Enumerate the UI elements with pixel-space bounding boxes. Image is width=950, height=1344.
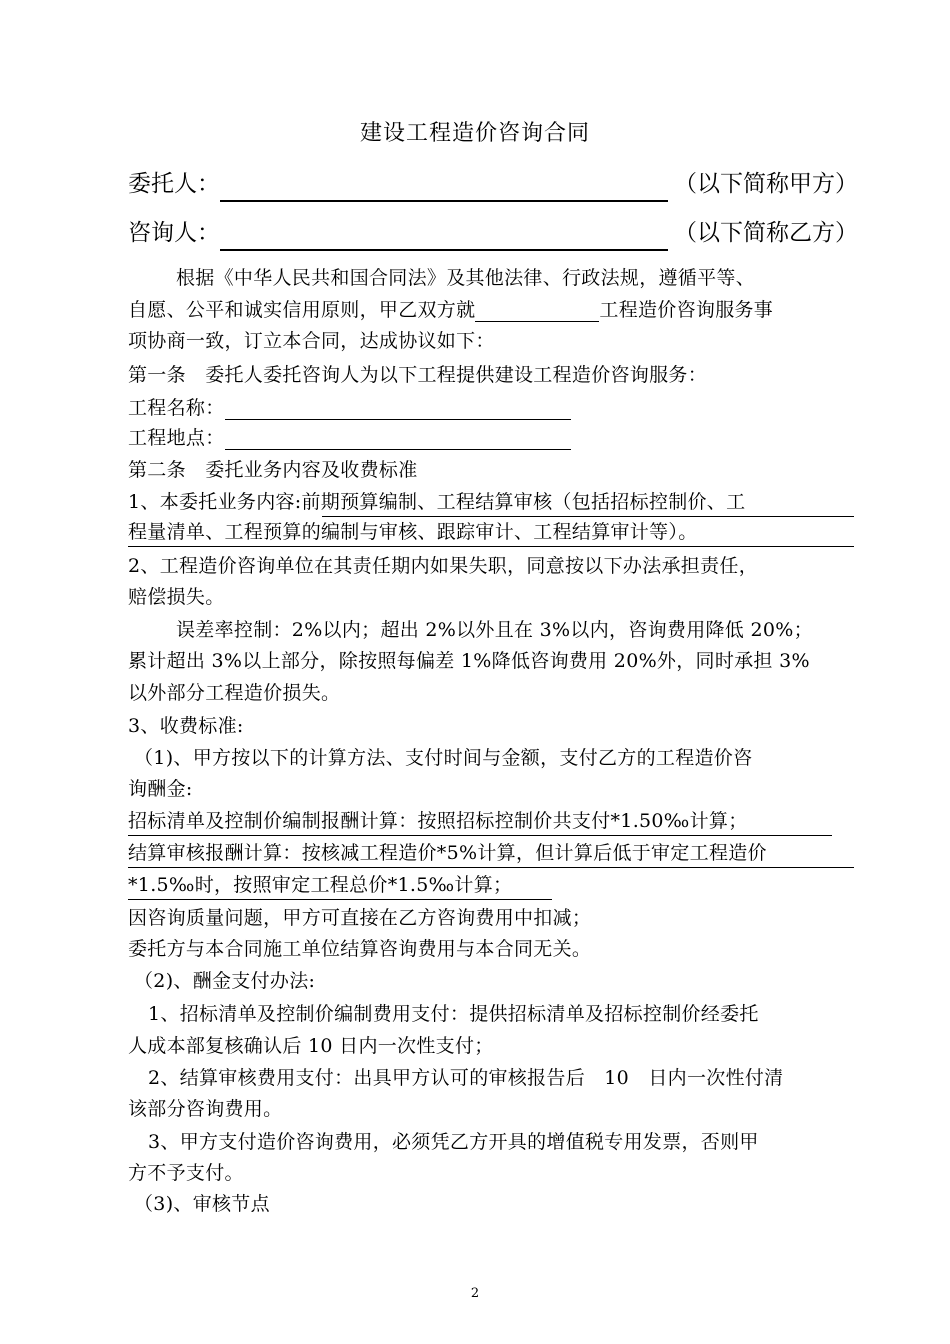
client-suffix: （以下简称甲方） (674, 171, 858, 197)
payment-3-line-2: 方不予支付。 (128, 1162, 244, 1184)
item-2-line-2: 赔偿损失。 (128, 586, 225, 608)
fee-tender-underline (128, 835, 832, 836)
project-location-label: 工程地点： (128, 427, 225, 449)
fee-settle-line-2: *1.5‰时，按照审定工程总价*1.5‰计算； (128, 874, 513, 896)
fee-1-line-2: 询酬金: (128, 778, 193, 800)
client-blank[interactable] (220, 200, 668, 202)
consultant-suffix: （以下简称乙方） (674, 220, 858, 246)
preamble-line-1: 根据《中华人民共和国合同法》及其他法律、行政法规，遵循平等、 (176, 267, 756, 289)
preamble-text-a: 自愿、公平和诚实信用原则，甲乙双方就 (128, 299, 476, 321)
item-2-line-1: 2、工程造价咨询单位在其责任期内如果失职，同意按以下办法承担责任， (128, 555, 758, 577)
project-blank[interactable] (475, 301, 599, 322)
unrelated-line: 委托方与本合同施工单位结算咨询费用与本合同无关。 (128, 938, 592, 960)
fee-settle-underline-2 (128, 899, 552, 900)
project-location-line (128, 423, 571, 453)
audit-node-title: （3)、审核节点 (134, 1193, 270, 1215)
error-line-2: 累计超出 3%以上部分，除按照每偏差 1%降低咨询费用 20%外，同时承担 3% (128, 650, 810, 672)
preamble-text-b: 工程造价咨询服务事 (599, 299, 774, 321)
consultant-label: 咨询人： (128, 220, 220, 246)
item-1-content: 前期预算编制、工程结算审核（包括招标控制价、工 (301, 491, 746, 513)
payment-2-line-1: 2、结算审核费用支付：出具甲方认可的审核报告后 10 日内一次性付清 (148, 1067, 784, 1089)
client-label: 委托人： (128, 171, 220, 197)
fee-1-line-1: （1)、甲方按以下的计算方法、支付时间与金额，支付乙方的工程造价咨 (134, 747, 753, 769)
consultant-line (128, 215, 858, 251)
item-1-label: 1、本委托业务内容: (128, 491, 302, 513)
article-2: 第二条 委托业务内容及收费标准 (128, 459, 418, 481)
error-line-3: 以外部分工程造价损失。 (128, 682, 341, 704)
page-number: 2 (470, 1286, 480, 1301)
fee-settle-line-1: 结算审核报酬计算：按核减工程造价*5%计算，但计算后低于审定工程造价 (128, 842, 767, 864)
preamble-line-2 (128, 295, 773, 325)
consultant-blank[interactable] (220, 249, 668, 251)
contract-title: 建设工程造价咨询合同 (359, 121, 590, 146)
payment-1-line-1: 1、招标清单及控制价编制费用支付：提供招标清单及招标控制价经委托 (148, 1003, 759, 1025)
payment-1-line-2: 人成本部复核确认后 10 日内一次性支付； (128, 1035, 494, 1057)
preamble-line-3: 项协商一致，订立本合同，达成协议如下： (128, 330, 495, 352)
item-1-line-2: 程量清单、工程预算的编制与审核、跟踪审计、工程结算审计等）。 (128, 521, 698, 543)
fee-tender: 招标清单及控制价编制报酬计算：按照招标控制价共支付*1.50‰计算； (128, 810, 748, 832)
payment-3-line-1: 3、甲方支付造价咨询费用，必须凭乙方开具的增值税专用发票，否则甲 (148, 1131, 759, 1153)
project-name-label: 工程名称： (128, 397, 225, 419)
project-name-line (128, 393, 571, 423)
fee-settle-underline-1 (128, 867, 854, 868)
article-1: 第一条 委托人委托咨询人为以下工程提供建设工程造价咨询服务： (128, 364, 708, 386)
project-location-blank[interactable] (225, 429, 571, 450)
client-line (128, 166, 858, 202)
project-name-blank[interactable] (225, 399, 571, 420)
item-1-line-1 (128, 487, 745, 517)
item-1-underline-2 (128, 546, 854, 547)
deduct-line: 因咨询质量问题，甲方可直接在乙方咨询费用中扣减； (128, 907, 592, 929)
error-line-1: 误差率控制：2%以内；超出 2%以外且在 3%以内，咨询费用降低 20%； (176, 619, 813, 641)
payment-2-line-2: 该部分咨询费用。 (128, 1098, 283, 1120)
item-3: 3、收费标准: (128, 715, 244, 737)
payment-title: （2)、酬金支付办法: (134, 970, 316, 992)
